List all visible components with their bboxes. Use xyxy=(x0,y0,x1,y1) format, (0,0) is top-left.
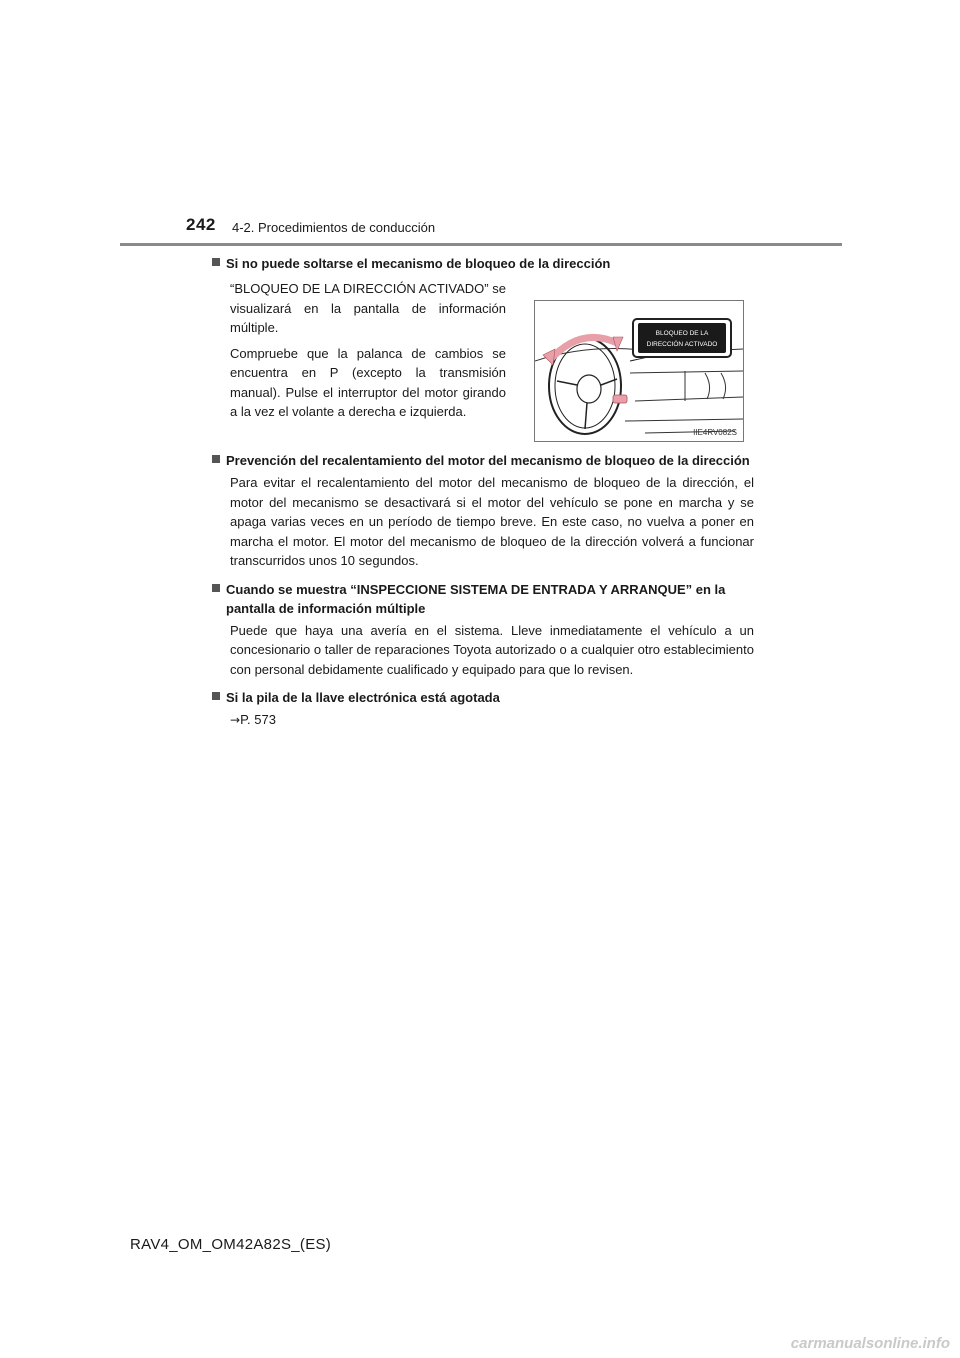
paragraph: Para evitar el recalentamiento del motor del mecanismo de bloqueo de la dirección, el motor del mecanismo se desactivará si el motor del vehículo se pone en marcha y se apaga varias veces en un período de tiempo breve. En este caso, no vuelva a poner en marcha el motor. El motor del mecanismo de bloqueo de la dirección volverá a funcionar transcurridos unos 10 segundos. xyxy=(230,475,754,568)
document-code: RAV4_OM_OM42A82S_(ES) xyxy=(130,1236,332,1253)
arrow-right-icon: → xyxy=(230,713,241,727)
steering-wheel-illustration xyxy=(534,300,744,442)
heading-text: Si la pila de la llave electrónica está agotada xyxy=(226,690,500,705)
section-heading xyxy=(212,254,754,273)
steering-wheel-drawing xyxy=(535,301,743,441)
section-key-battery xyxy=(212,688,754,731)
section-overheat-prevention xyxy=(212,451,754,571)
heading-text: Si no puede soltarse el mecanismo de bloqueo de la dirección xyxy=(226,256,611,271)
page-content xyxy=(212,254,754,740)
display-line-2: DIRECCIÓN ACTIVADO xyxy=(646,341,718,348)
paragraph: “BLOQUEO DE LA DIRECCIÓN ACTIVADO” se visualizará en la pantalla de información múltiple. xyxy=(230,281,506,335)
header-divider xyxy=(120,243,842,246)
heading-text: Prevención del recalentamiento del motor del mecanismo de bloqueo de la dirección xyxy=(226,453,750,468)
paragraph: Compruebe que la palanca de cambios se encuentra en P (excepto la transmisión manual). Pulse el interruptor del motor girando a la vez el volante a derecha e izquierda. xyxy=(230,345,506,419)
square-bullet-icon xyxy=(212,692,220,700)
heading-text: Cuando se muestra “INSPECCIONE SISTEMA DE ENTRADA Y ARRANQUE” en la pantalla de información múltiple xyxy=(226,581,726,616)
square-bullet-icon xyxy=(212,455,220,463)
section-steering-lock xyxy=(212,254,754,442)
square-bullet-icon xyxy=(212,584,220,592)
paragraph: Puede que haya una avería en el sistema. Lleve inmediatamente el vehículo a un concesionario o taller de reparaciones Toyota autorizado o a cualquier otro establecimiento con personal debidamente cualificado y equipado para que lo revisen. xyxy=(230,622,754,677)
watermark: carmanualsonline.info xyxy=(790,1335,950,1352)
page-reference[interactable] xyxy=(230,710,754,731)
section-inspection-warning xyxy=(212,580,754,680)
section-title: 4-2. Procedimientos de conducción xyxy=(232,220,436,235)
section-heading xyxy=(212,688,754,707)
figure-code: IIE4RV082S xyxy=(693,428,737,437)
page-number: 242 xyxy=(186,215,216,234)
section-heading xyxy=(212,451,754,470)
reference-text: P. 573 xyxy=(240,712,276,727)
display-line-1: BLOQUEO DE LA xyxy=(655,330,709,337)
square-bullet-icon xyxy=(212,258,220,266)
section-heading xyxy=(212,580,754,618)
